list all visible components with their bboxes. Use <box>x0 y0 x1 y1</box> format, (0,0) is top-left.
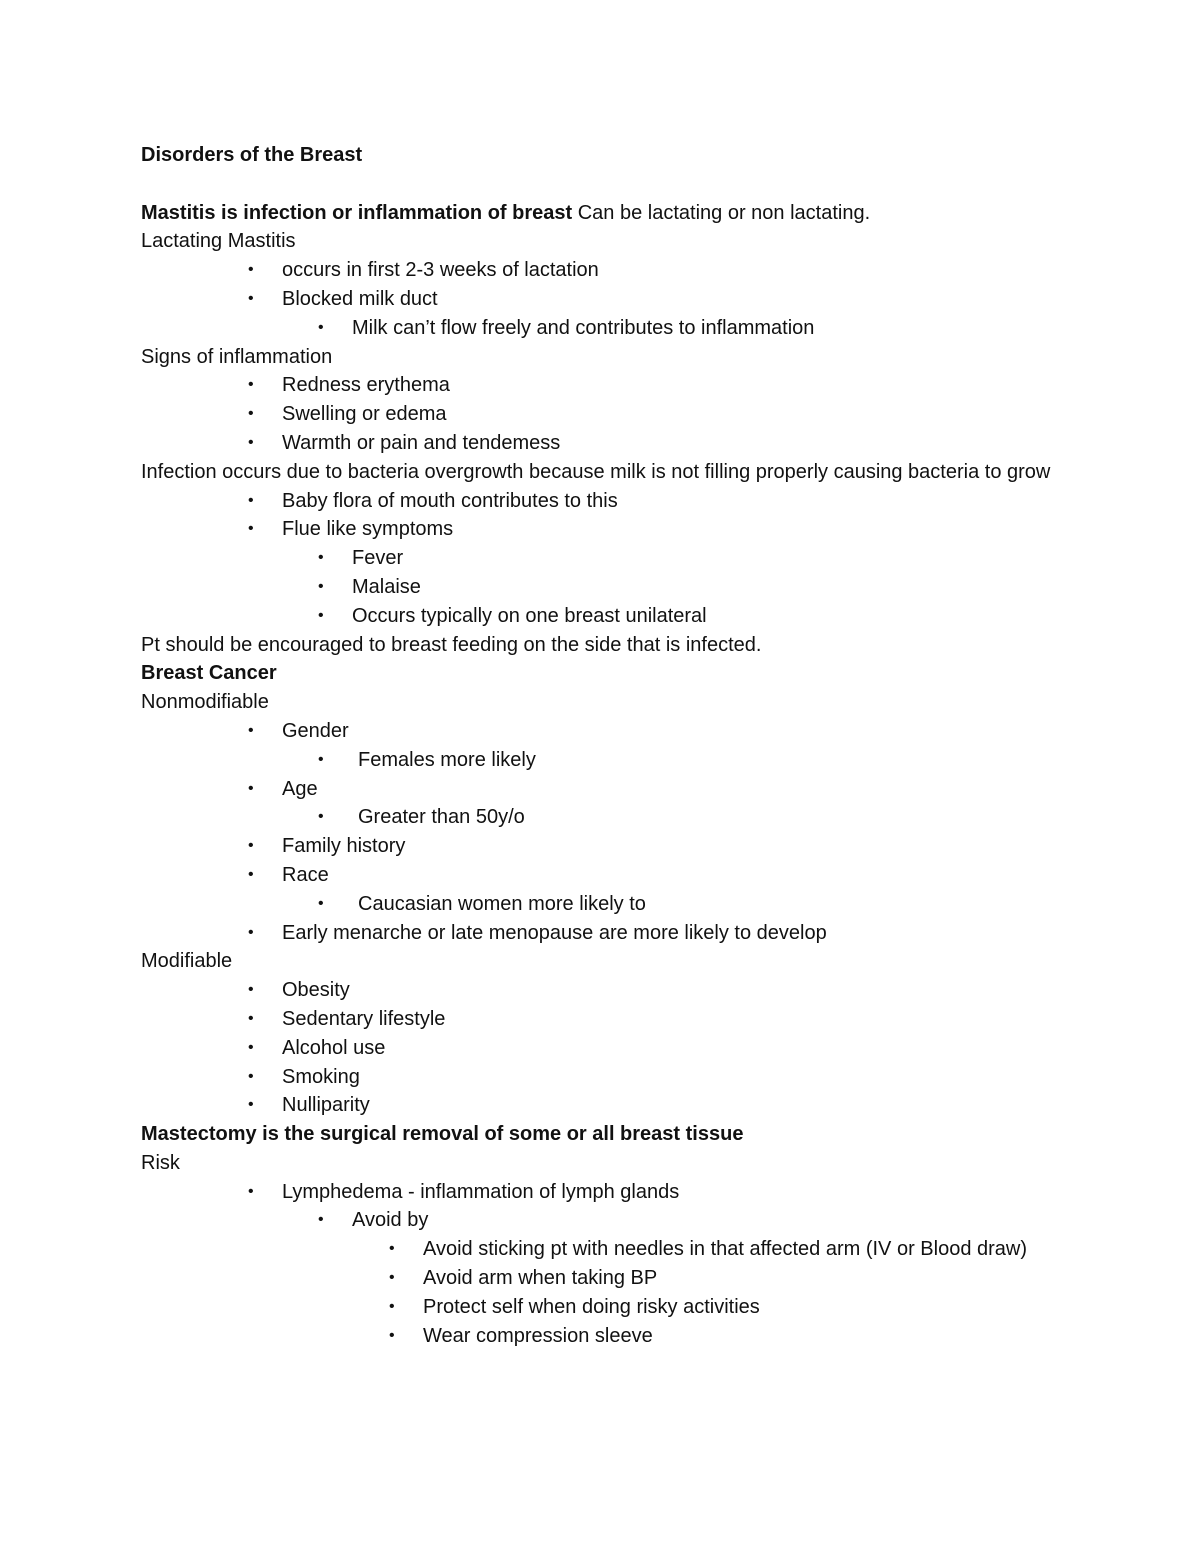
bullet-icon: • <box>389 1269 395 1287</box>
list-item <box>141 544 1061 573</box>
list-item-text: Lymphedema - inflammation of lymph glands <box>282 1180 680 1203</box>
list-item-text: occurs in first 2-3 weeks of lactation <box>282 259 599 282</box>
list-item-text: Flue like symptoms <box>282 518 454 541</box>
list-item-text: Redness erythema <box>282 374 450 397</box>
list-item <box>141 1063 1061 1092</box>
list-item <box>141 1005 1061 1034</box>
list-item <box>141 976 1061 1005</box>
nonmodifiable-label: Nonmodifiable <box>141 691 269 714</box>
bullet-icon: • <box>248 721 254 739</box>
bullet-icon: • <box>248 865 254 883</box>
list-item-text: Warmth or pain and tendemess <box>282 431 561 454</box>
bullet-icon: • <box>248 376 254 394</box>
list-item <box>141 371 1061 400</box>
list-item <box>141 1322 1061 1351</box>
list-item-text: Occurs typically on one breast unilateral <box>352 604 707 627</box>
list-item <box>141 285 1061 314</box>
list-item-text: Alcohol use <box>282 1036 386 1059</box>
list-item-text: Avoid by <box>352 1209 429 1232</box>
risk-label: Risk <box>141 1151 180 1174</box>
bullet-icon: • <box>248 1067 254 1085</box>
list-item-text: Baby flora of mouth contributes to this <box>282 489 618 512</box>
bullet-icon: • <box>389 1240 395 1258</box>
list-item <box>141 400 1061 429</box>
bullet-icon: • <box>248 923 254 941</box>
list-item <box>141 890 1061 919</box>
bullet-icon: • <box>248 1009 254 1027</box>
bullet-icon: • <box>389 1297 395 1315</box>
list-item <box>141 1206 1061 1235</box>
bullet-icon: • <box>318 1211 324 1229</box>
list-item-text: Gender <box>282 719 349 742</box>
list-item-text: Sedentary lifestyle <box>282 1007 446 1030</box>
list-item-text: Obesity <box>282 979 350 1002</box>
list-item <box>141 1034 1061 1063</box>
list-item <box>141 1264 1061 1293</box>
list-item-text: Caucasian women more likely to <box>358 892 646 915</box>
bullet-icon: • <box>248 491 254 509</box>
mastitis-heading-bold: Mastitis is infection or inflammation of breast <box>141 201 573 224</box>
list-item <box>141 861 1061 890</box>
list-item <box>141 832 1061 861</box>
bullet-icon: • <box>318 577 324 595</box>
bullet-icon: • <box>248 289 254 307</box>
list-item-text: Race <box>282 863 329 886</box>
list-item-text: Milk can’t flow freely and contributes to inflammation <box>352 316 815 339</box>
list-item-text: Malaise <box>352 575 421 598</box>
bullet-icon: • <box>248 981 254 999</box>
list-item <box>141 1235 1061 1264</box>
bullet-icon: • <box>318 549 324 567</box>
bullet-icon: • <box>318 750 324 768</box>
bullet-icon: • <box>318 808 324 826</box>
mastectomy-heading: Mastectomy is the surgical removal of some or all breast tissue <box>141 1123 744 1146</box>
mastitis-heading-rest: Can be lactating or non lactating. <box>572 201 871 224</box>
list-item <box>141 717 1061 746</box>
document-body <box>141 141 1061 1350</box>
document-title: Disorders of the Breast <box>141 144 363 166</box>
bullet-icon: • <box>389 1326 395 1344</box>
list-item <box>141 1178 1061 1207</box>
list-item-text: Smoking <box>282 1065 360 1088</box>
bullet-icon: • <box>318 894 324 912</box>
list-item <box>141 487 1061 516</box>
list-item <box>141 746 1061 775</box>
list-item-text: Family history <box>282 835 406 858</box>
bullet-icon: • <box>248 405 254 423</box>
list-item-text: Fever <box>352 547 404 570</box>
list-item-text: Females more likely <box>358 748 536 771</box>
bullet-icon: • <box>318 318 324 336</box>
list-item-text: Avoid arm when taking BP <box>423 1267 658 1290</box>
infection-paragraph: Infection occurs due to bacteria overgrowth because milk is not filling properly causing bacteria to grow <box>141 460 1051 483</box>
mastitis-heading <box>141 199 1061 228</box>
list-item-text: Blocked milk duct <box>282 287 438 310</box>
bullet-icon: • <box>318 606 324 624</box>
list-item <box>141 573 1061 602</box>
list-item <box>141 803 1061 832</box>
list-item <box>141 602 1061 631</box>
list-item <box>141 256 1061 285</box>
bullet-icon: • <box>248 261 254 279</box>
list-item-text: Greater than 50y/o <box>358 806 525 829</box>
list-item-text: Early menarche or late menopause are more likely to develop <box>282 921 827 944</box>
list-item <box>141 314 1061 343</box>
encourage-paragraph: Pt should be encouraged to breast feeding on the side that is infected. <box>141 633 762 656</box>
list-item-text: Age <box>282 777 318 800</box>
list-item-text: Protect self when doing risky activities <box>423 1295 760 1318</box>
list-item <box>141 429 1061 458</box>
signs-label: Signs of inflammation <box>141 345 333 368</box>
bullet-icon: • <box>248 779 254 797</box>
list-item <box>141 1091 1061 1120</box>
list-item-text: Nulliparity <box>282 1094 370 1117</box>
bullet-icon: • <box>248 1038 254 1056</box>
bullet-icon: • <box>248 837 254 855</box>
list-item <box>141 919 1061 948</box>
bullet-icon: • <box>248 1182 254 1200</box>
breast-cancer-heading: Breast Cancer <box>141 662 277 685</box>
list-item-text: Swelling or edema <box>282 403 447 426</box>
list-item <box>141 775 1061 804</box>
bullet-icon: • <box>248 520 254 538</box>
list-item <box>141 515 1061 544</box>
bullet-icon: • <box>248 433 254 451</box>
spacer <box>141 170 1061 199</box>
list-item-text: Wear compression sleeve <box>423 1324 653 1347</box>
modifiable-label: Modifiable <box>141 950 233 973</box>
list-item-text: Avoid sticking pt with needles in that affected arm (IV or Blood draw) <box>423 1238 1028 1261</box>
list-item <box>141 1293 1061 1322</box>
lactating-mastitis-label: Lactating Mastitis <box>141 230 296 253</box>
bullet-icon: • <box>248 1096 254 1114</box>
